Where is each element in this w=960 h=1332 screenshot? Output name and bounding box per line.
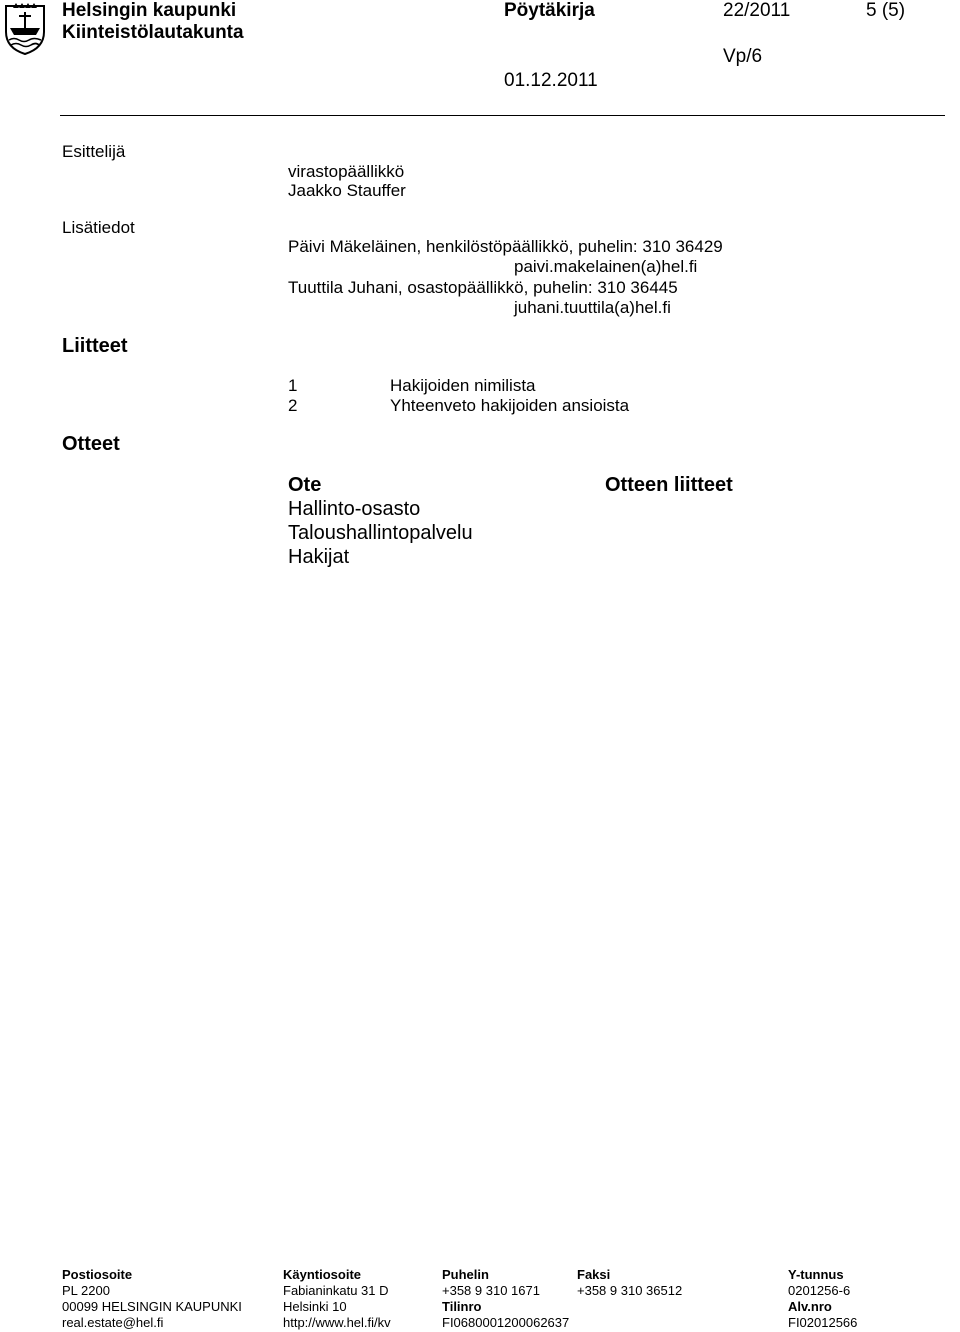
header-section: Vp/6: [723, 46, 763, 67]
header-number: 22/2011: [723, 0, 791, 21]
city-crest-logo: [2, 2, 48, 56]
footer-account: FI0680001200062637: [442, 1315, 570, 1330]
footer-visit-heading: Käyntiosoite: [283, 1267, 362, 1282]
footer-business-id-heading: Y-tunnus: [788, 1267, 844, 1282]
attachment-number: 1: [288, 376, 298, 395]
presenter-name: Jaakko Stauffer: [288, 181, 406, 200]
footer-visit-city: Helsinki 10: [283, 1299, 347, 1314]
footer-phone: +358 9 310 1671: [442, 1283, 540, 1298]
header-doc-type: Pöytäkirja: [504, 0, 595, 21]
header-date: 01.12.2011: [504, 70, 598, 91]
header-board: Kiinteistölautakunta: [62, 22, 244, 43]
header-divider: [60, 115, 945, 116]
contact-line: Päivi Mäkeläinen, henkilöstöpäällikkö, puhelin: 310 36429: [288, 237, 723, 256]
contact-email: paivi.makelainen(a)hel.fi: [514, 257, 698, 276]
ote-column-heading: Ote: [288, 474, 322, 496]
presenter-title: virastopäällikkö: [288, 162, 405, 181]
liitteet-heading: Liitteet: [62, 335, 128, 357]
footer-postal-box: PL 2200: [62, 1283, 110, 1298]
footer-fax: +358 9 310 36512: [577, 1283, 683, 1298]
footer-phone-heading: Puhelin: [442, 1267, 489, 1282]
otteen-liitteet-column-heading: Otteen liitteet: [605, 474, 733, 496]
header-city: Helsingin kaupunki: [62, 0, 237, 21]
footer-website: http://www.hel.fi/kv: [283, 1315, 391, 1330]
attachment-title: Hakijoiden nimilista: [390, 376, 536, 395]
recipient: Taloushallintopalvelu: [288, 522, 473, 544]
lisatiedot-label: Lisätiedot: [62, 218, 135, 237]
attachment-title: Yhteenveto hakijoiden ansioista: [390, 396, 630, 415]
footer-fax-heading: Faksi: [577, 1267, 611, 1282]
contact-line: Tuuttila Juhani, osastopäällikkö, puhelin: 310 36445: [288, 278, 678, 297]
footer-postal-city: 00099 HELSINGIN KAUPUNKI: [62, 1299, 242, 1314]
recipient: Hallinto-osasto: [288, 498, 421, 520]
attachment-number: 2: [288, 396, 298, 415]
esittelija-label: Esittelijä: [62, 142, 126, 161]
footer-business-id: 0201256-6: [788, 1283, 851, 1298]
footer-postal-heading: Postiosoite: [62, 1267, 133, 1282]
footer-email: real.estate@hel.fi: [62, 1315, 164, 1330]
footer-vat: FI02012566: [788, 1315, 858, 1330]
footer-account-heading: Tilinro: [442, 1299, 482, 1314]
footer-vat-heading: Alv.nro: [788, 1299, 832, 1314]
footer-visit-street: Fabianinkatu 31 D: [283, 1283, 389, 1298]
otteet-heading: Otteet: [62, 433, 120, 455]
recipient: Hakijat: [288, 546, 350, 568]
header-page: 5 (5): [866, 0, 906, 21]
contact-email: juhani.tuuttila(a)hel.fi: [514, 298, 671, 317]
